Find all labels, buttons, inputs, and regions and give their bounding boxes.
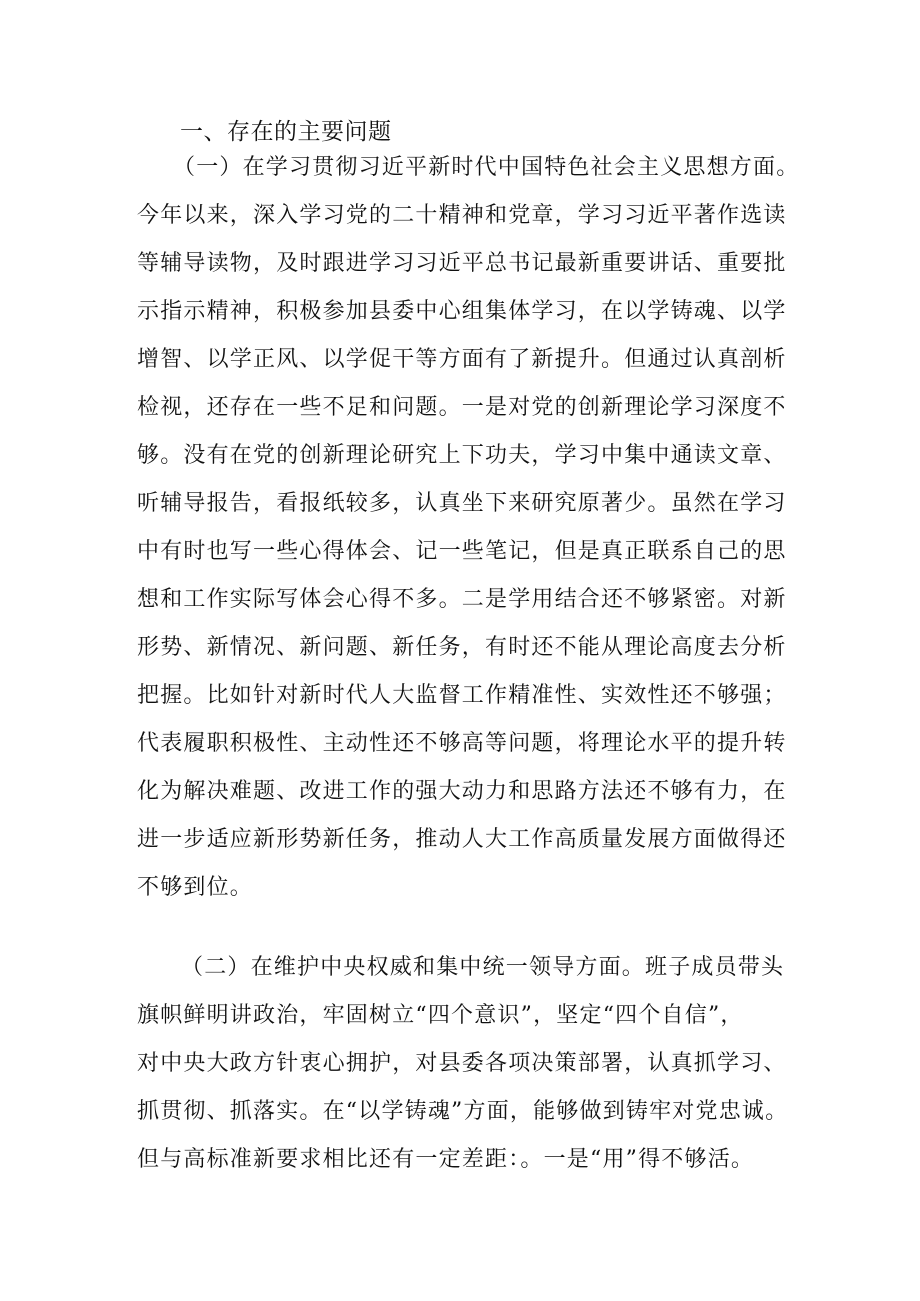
paragraph-line: （二）在维护中央权威和集中统一领导方面。班子成员带头 — [181, 955, 785, 980]
paragraph-line: 化为解决难题、改进工作的强大动力和思路方法还不够有力，在 — [137, 779, 787, 804]
paragraph-line: 够。没有在党的创新理论研究上下功夫，学习中集中通读文章、 — [137, 443, 787, 468]
paragraph-line: 代表履职积极性、主动性还不够高等问题，将理论水平的提升转 — [137, 731, 787, 756]
section-heading: 一、存在的主要问题 — [180, 119, 392, 145]
paragraph-line: （一）在学习贯彻习近平新时代中国特色社会主义思想方面。 — [173, 155, 800, 180]
paragraph-line: 听辅导报告，看报纸较多，认真坐下来研究原著少。虽然在学习 — [137, 491, 787, 516]
paragraph-line: 今年以来，深入学习党的二十精神和党章，学习习近平著作选读 — [137, 203, 787, 228]
paragraph-line: 等辅导读物，及时跟进学习习近平总书记最新重要讲话、重要批 — [137, 251, 787, 276]
paragraph-line: 把握。比如针对新时代人大监督工作精准性、实效性还不够强； — [137, 683, 787, 708]
paragraph-central-authority — [137, 944, 827, 1184]
paragraph-line: 对中央大政方针衷心拥护，对县委各项决策部署，认真抓学习、 — [137, 1051, 787, 1076]
paragraph-study-thought — [137, 144, 827, 912]
paragraph-line: 示指示精神，积极参加县委中心组集体学习，在以学铸魂、以学 — [137, 299, 787, 324]
paragraph-line: 抓贯彻、抓落实。在“以学铸魂”方面，能够做到铸牢对党忠诚。 — [137, 1099, 789, 1124]
paragraph-line: 形势、新情况、新问题、新任务，有时还不能从理论高度去分析 — [137, 635, 787, 660]
paragraph-line: 增智、以学正风、以学促干等方面有了新提升。但通过认真剖析 — [137, 347, 787, 372]
paragraph-line: 检视，还存在一些不足和问题。一是对党的创新理论学习深度不 — [137, 395, 787, 420]
paragraph-line: 进一步适应新形势新任务，推动人大工作高质量发展方面做得还 — [137, 827, 787, 852]
paragraph-line: 但与高标准新要求相比还有一定差距：。一是“用”得不够活。 — [137, 1147, 755, 1172]
paragraph-line: 想和工作实际写体会心得不多。二是学用结合还不够紧密。对新 — [137, 587, 787, 612]
paragraph-line: 不够到位。 — [137, 875, 254, 900]
paragraph-line: 中有时也写一些心得体会、记一些笔记，但是真正联系自己的思 — [137, 539, 787, 564]
paragraph-line: 旗帜鲜明讲政治，牢固树立“四个意识”，坚定“四个自信”， — [137, 1003, 744, 1028]
